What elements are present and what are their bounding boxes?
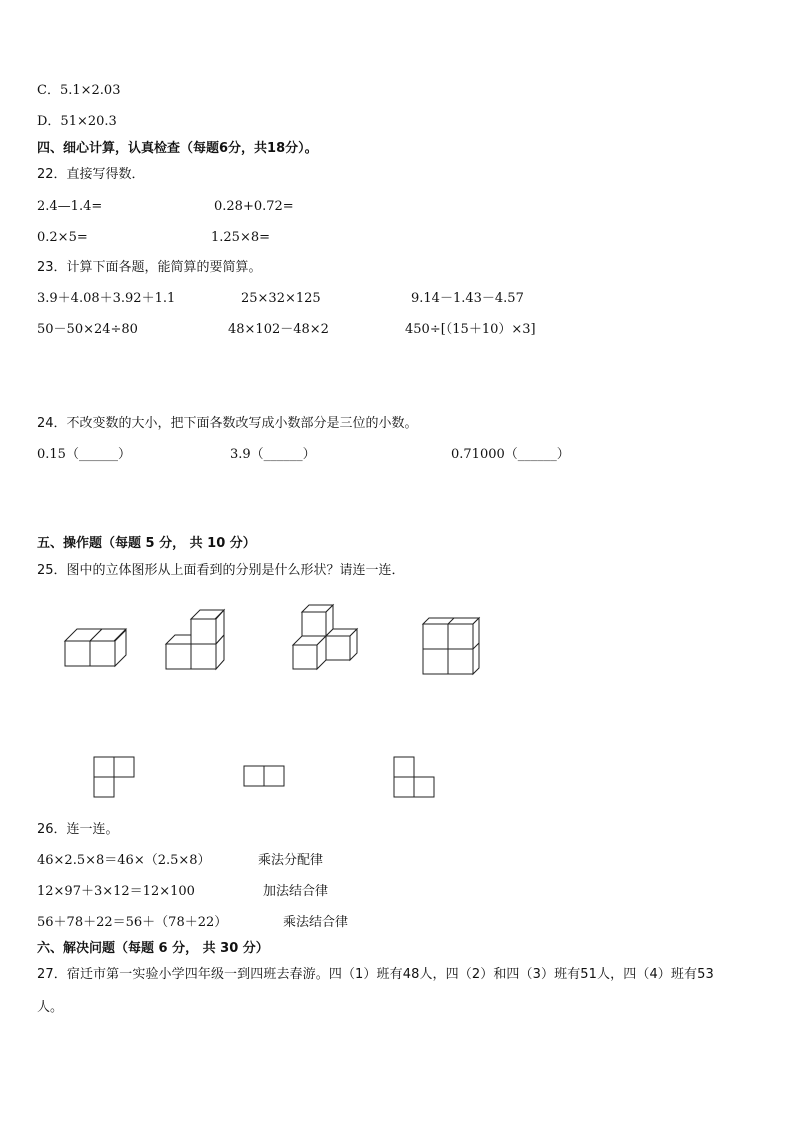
q26-title: 26．连一连。 (37, 822, 119, 837)
q22-item-3: 0.2×5= (37, 230, 88, 245)
q23-title: 23．计算下面各题，能简算的要简算。 (37, 260, 262, 275)
q23-item-3: 9.14－1.43－4.57 (411, 291, 524, 306)
section-5-heading: 五、操作题（每题 5 分， 共 10 分） (37, 536, 256, 551)
top-view-3 (393, 756, 438, 801)
solid-figure-4 (420, 615, 485, 680)
solid-figure-2 (162, 606, 232, 671)
q26-law-2: 加法结合律 (263, 884, 329, 899)
q23-item-6: 450÷[（15＋10）×3] (405, 322, 536, 337)
q22-title: 22．直接写得数． (37, 167, 145, 182)
q22-item-4: 1.25×8= (211, 230, 271, 245)
section-6-heading: 六、解决问题（每题 6 分， 共 30 分） (37, 941, 269, 956)
solid-figure-3 (290, 600, 365, 675)
top-view-1 (93, 756, 138, 801)
q24-item-1: 0.15（______） (37, 447, 131, 462)
q26-law-3: 乘法结合律 (283, 915, 349, 930)
q24-item-2: 3.9（______） (230, 447, 316, 462)
section-4-heading: 四、细心计算，认真检查（每题6分，共18分）。 (37, 141, 318, 156)
q25-title: 25．图中的立体图形从上面看到的分别是什么形状？请连一连． (37, 563, 405, 578)
q23-item-5: 48×102－48×2 (228, 322, 329, 337)
q27-line-2: 人。 (37, 1000, 64, 1015)
q23-item-1: 3.9＋4.08＋3.92＋1.1 (37, 291, 176, 306)
option-d: D．51×20.3 (37, 114, 117, 129)
q22-item-2: 0.28+0.72= (214, 199, 294, 214)
q23-item-2: 25×32×125 (241, 291, 321, 306)
q27-line-1: 27．宿迁市第一实验小学四年级一到四班去春游。四（1）班有48人，四（2）和四（3）班有51人，四（4）班有53 (37, 967, 714, 982)
top-view-2 (243, 765, 288, 790)
q26-expr-3: 56＋78＋22＝56＋（78＋22） (37, 915, 228, 930)
q26-expr-2: 12×97＋3×12＝12×100 (37, 884, 195, 899)
q24-item-3: 0.71000（______） (451, 447, 570, 462)
q22-item-1: 2.4—1.4= (37, 199, 103, 214)
q24-title: 24．不改变数的大小，把下面各数改写成小数部分是三位的小数。 (37, 416, 418, 431)
q26-expr-1: 46×2.5×8＝46×（2.5×8） (37, 853, 211, 868)
solid-figure-1 (60, 622, 130, 672)
option-c: C．5.1×2.03 (37, 83, 121, 98)
q26-law-1: 乘法分配律 (258, 853, 324, 868)
q23-item-4: 50－50×24÷80 (37, 322, 138, 337)
